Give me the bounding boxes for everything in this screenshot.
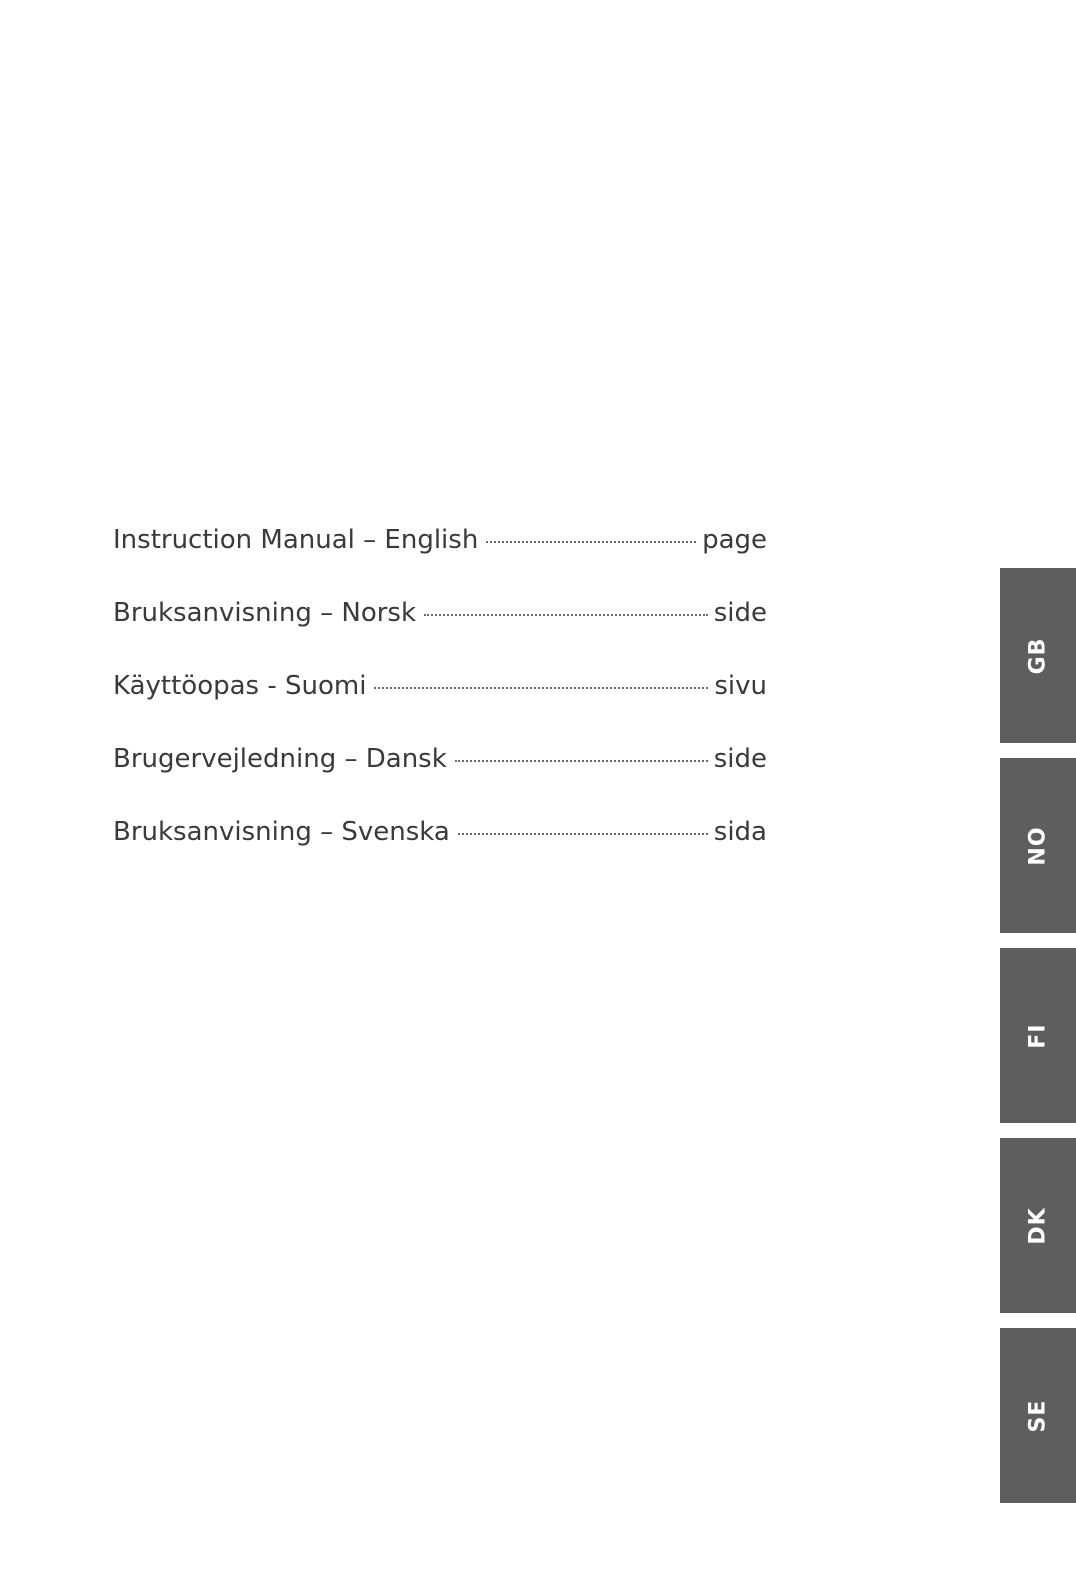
language-tab-no[interactable] xyxy=(1000,758,1076,933)
toc-entry-page-word: side xyxy=(713,598,767,628)
toc-entry-page-word: sida xyxy=(713,817,767,847)
dot-leader xyxy=(374,687,708,689)
language-tab-se[interactable] xyxy=(1000,1328,1076,1503)
toc-entry-english[interactable] xyxy=(113,525,767,598)
dot-leader xyxy=(455,760,708,762)
language-tabs xyxy=(1000,568,1076,1518)
toc-entry-dansk[interactable] xyxy=(113,744,767,817)
toc-entry-title: Bruksanvisning – Svenska xyxy=(113,817,450,847)
table-of-contents xyxy=(113,525,767,890)
toc-entry-title: Käyttöopas - Suomi xyxy=(113,671,367,701)
language-tab-fi[interactable] xyxy=(1000,948,1076,1123)
dot-leader xyxy=(424,614,708,616)
toc-entry-title: Brugervejledning – Dansk xyxy=(113,744,447,774)
toc-entry-page-word: sivu xyxy=(714,671,767,701)
language-tab-dk[interactable] xyxy=(1000,1138,1076,1313)
dot-leader xyxy=(458,833,708,835)
tab-label: SE xyxy=(1025,1399,1051,1432)
tab-label: FI xyxy=(1025,1022,1051,1049)
dot-leader xyxy=(486,541,696,543)
toc-entry-title: Instruction Manual – English xyxy=(113,525,479,555)
toc-entry-page-word: page xyxy=(702,525,767,555)
toc-entry-page-word: side xyxy=(713,744,767,774)
tab-label: NO xyxy=(1025,825,1051,866)
tab-label: GB xyxy=(1025,637,1051,674)
toc-entry-title: Bruksanvisning – Norsk xyxy=(113,598,417,628)
toc-entry-norsk[interactable] xyxy=(113,598,767,671)
toc-entry-svenska[interactable] xyxy=(113,817,767,890)
language-tab-gb[interactable] xyxy=(1000,568,1076,743)
tab-label: DK xyxy=(1025,1206,1051,1245)
toc-entry-suomi[interactable] xyxy=(113,671,767,744)
